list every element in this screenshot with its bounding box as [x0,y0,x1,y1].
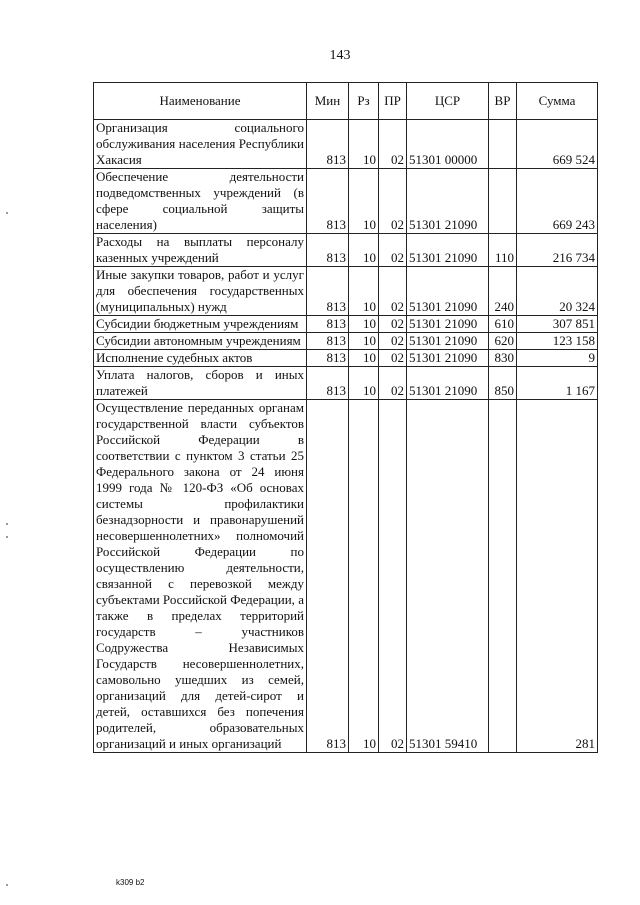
table-header-row [94,83,598,120]
row-sum: 20 324 [517,267,598,316]
header-name: Наименование [94,83,307,120]
row-rz: 10 [349,120,379,169]
row-min: 813 [307,316,349,333]
header-pr: ПР [379,83,407,120]
margin-mark [6,536,8,538]
row-vr: 830 [489,350,517,367]
row-sum: 281 [517,400,598,753]
table-row [94,316,598,333]
row-name: Субсидии бюджетным учреждениям [94,316,307,333]
row-vr: 240 [489,267,517,316]
row-rz: 10 [349,400,379,753]
row-min: 813 [307,333,349,350]
row-pr: 02 [379,350,407,367]
header-vr: ВР [489,83,517,120]
row-pr: 02 [379,120,407,169]
row-name: Уплата налогов, сборов и иных платежей [94,367,307,400]
row-rz: 10 [349,267,379,316]
row-pr: 02 [379,400,407,753]
row-csr: 51301 00000 [407,120,489,169]
margin-mark [6,523,8,525]
table-row [94,169,598,234]
header-rz: Рз [349,83,379,120]
table-row [94,120,598,169]
row-sum: 669 243 [517,169,598,234]
row-rz: 10 [349,169,379,234]
row-name: Иные закупки товаров, работ и услуг для обеспечения государственных (муниципальных) нужд [94,267,307,316]
row-vr [489,120,517,169]
table-row [94,350,598,367]
row-rz: 10 [349,234,379,267]
row-sum: 9 [517,350,598,367]
row-csr: 51301 21090 [407,234,489,267]
row-csr: 51301 21090 [407,316,489,333]
row-sum: 307 851 [517,316,598,333]
row-csr: 51301 21090 [407,267,489,316]
row-min: 813 [307,267,349,316]
row-sum: 1 167 [517,367,598,400]
row-name: Исполнение судебных актов [94,350,307,367]
row-min: 813 [307,234,349,267]
row-sum: 669 524 [517,120,598,169]
row-pr: 02 [379,333,407,350]
row-vr: 110 [489,234,517,267]
row-min: 813 [307,367,349,400]
footer-code: k309 b2 [116,878,145,887]
row-pr: 02 [379,169,407,234]
margin-mark [6,884,8,886]
row-csr: 51301 21090 [407,350,489,367]
row-vr: 620 [489,333,517,350]
row-pr: 02 [379,367,407,400]
row-pr: 02 [379,267,407,316]
row-name: Расходы на выплаты персоналу казенных учреждений [94,234,307,267]
row-sum: 123 158 [517,333,598,350]
row-rz: 10 [349,367,379,400]
row-csr: 51301 21090 [407,367,489,400]
row-vr: 610 [489,316,517,333]
table-row [94,234,598,267]
row-sum: 216 734 [517,234,598,267]
header-sum: Сумма [517,83,598,120]
row-rz: 10 [349,316,379,333]
margin-mark [6,212,8,214]
row-name: Обеспечение деятельности подведомственных учреждений (в сфере социальной защиты населения) [94,169,307,234]
row-min: 813 [307,350,349,367]
row-vr [489,169,517,234]
row-min: 813 [307,400,349,753]
row-vr [489,400,517,753]
header-min: Мин [307,83,349,120]
table-row [94,333,598,350]
page-number: 143 [329,48,351,63]
table-row [94,400,598,753]
row-rz: 10 [349,333,379,350]
row-csr: 51301 21090 [407,333,489,350]
table-row [94,267,598,316]
row-min: 813 [307,120,349,169]
row-name: Организация социального обслуживания населения Республики Хакасия [94,120,307,169]
row-name: Осуществление переданных органам государственной власти субъектов Российской Федерации в соответствии с пунктом 3 статьи 25 Федерального закона от 24 июня 1999 года № 120-ФЗ «Об основах системы профилактики безнадзорности и правонарушений несовершеннолетних» полномочий Российской Федерации по осуществлению деятельности, связанной с перевозкой между субъектами Российской Федерации, а также в пределах территорий государств – участников Содружества Независимых Государств несовершеннолетних, самовольно ушедших из семей, организаций для детей-сирот и детей, оставшихся без попечения родителей, образовательных организаций и иных организаций [94,400,307,753]
table-row [94,367,598,400]
row-csr: 51301 21090 [407,169,489,234]
row-pr: 02 [379,316,407,333]
budget-table [93,82,598,753]
row-min: 813 [307,169,349,234]
row-name: Субсидии автономным учреждениям [94,333,307,350]
row-vr: 850 [489,367,517,400]
row-rz: 10 [349,350,379,367]
row-pr: 02 [379,234,407,267]
header-csr: ЦСР [407,83,489,120]
row-csr: 51301 59410 [407,400,489,753]
